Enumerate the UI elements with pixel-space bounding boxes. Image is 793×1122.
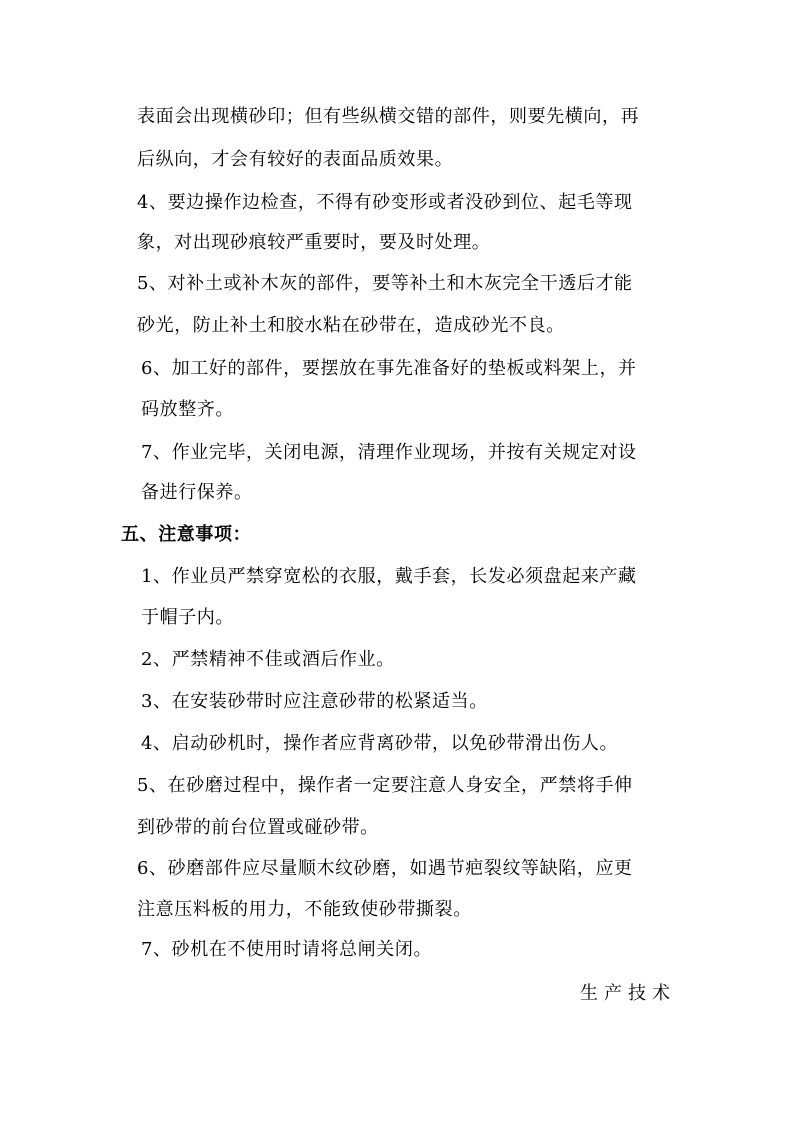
section-heading-precautions: 五、注意事项： xyxy=(121,524,252,545)
step-7-line-1: 7、作业完毕，关闭电源，清理作业现场，并按有关规定对设 xyxy=(141,442,637,463)
continuation-line-1: 表面会出现横砂印；但有些纵横交错的部件，则要先横向，再 xyxy=(137,106,640,127)
note-5-line-1: 5、在砂磨过程中，操作者一定要注意人身安全，严禁将手伸 xyxy=(137,775,633,796)
step-7-line-2: 备进行保养。 xyxy=(141,482,253,503)
step-5-line-2: 砂光，防止补土和胶水粘在砂带在，造成砂光不良。 xyxy=(137,315,565,336)
step-4-line-1: 4、要边操作边检查，不得有砂变形或者没砂到位、起毛等现 xyxy=(137,192,633,213)
step-5-line-1: 5、对补土或补木灰的部件，要等补土和木灰完全干透后才能 xyxy=(137,273,633,294)
note-4-line-1: 4、启动砂机时，操作者应背离砂带，以免砂带滑出伤人。 xyxy=(141,733,619,754)
note-1-line-1: 1、作业员严禁穿宽松的衣服，戴手套，长发必须盘起来产藏 xyxy=(141,566,637,587)
step-4-line-2: 象，对出现砂痕较严重要时，要及时处理。 xyxy=(137,232,491,253)
note-3-line-1: 3、在安装砂带时应注意砂带的松紧适当。 xyxy=(141,691,488,712)
note-2-line-1: 2、严禁精神不佳或酒后作业。 xyxy=(141,649,395,670)
note-5-line-2: 到砂带的前台位置或碰砂带。 xyxy=(137,817,379,838)
note-1-line-2: 于帽子内。 xyxy=(141,607,234,628)
step-6-line-2: 码放整齐。 xyxy=(141,399,234,420)
note-6-line-2: 注意压料板的用力，不能致使砂带撕裂。 xyxy=(137,899,472,920)
note-7-line-1: 7、砂机在不使用时请将总闸关闭。 xyxy=(141,939,433,960)
step-6-line-1: 6、加工好的部件，要摆放在事先准备好的垫板或料架上，并 xyxy=(141,358,637,379)
signature: 生产技术 xyxy=(580,983,676,1004)
continuation-line-2: 后纵向，才会有较好的表面品质效果。 xyxy=(137,149,454,170)
note-6-line-1: 6、砂磨部件应尽量顺木纹砂磨，如遇节疤裂纹等缺陷，应更 xyxy=(137,858,633,879)
